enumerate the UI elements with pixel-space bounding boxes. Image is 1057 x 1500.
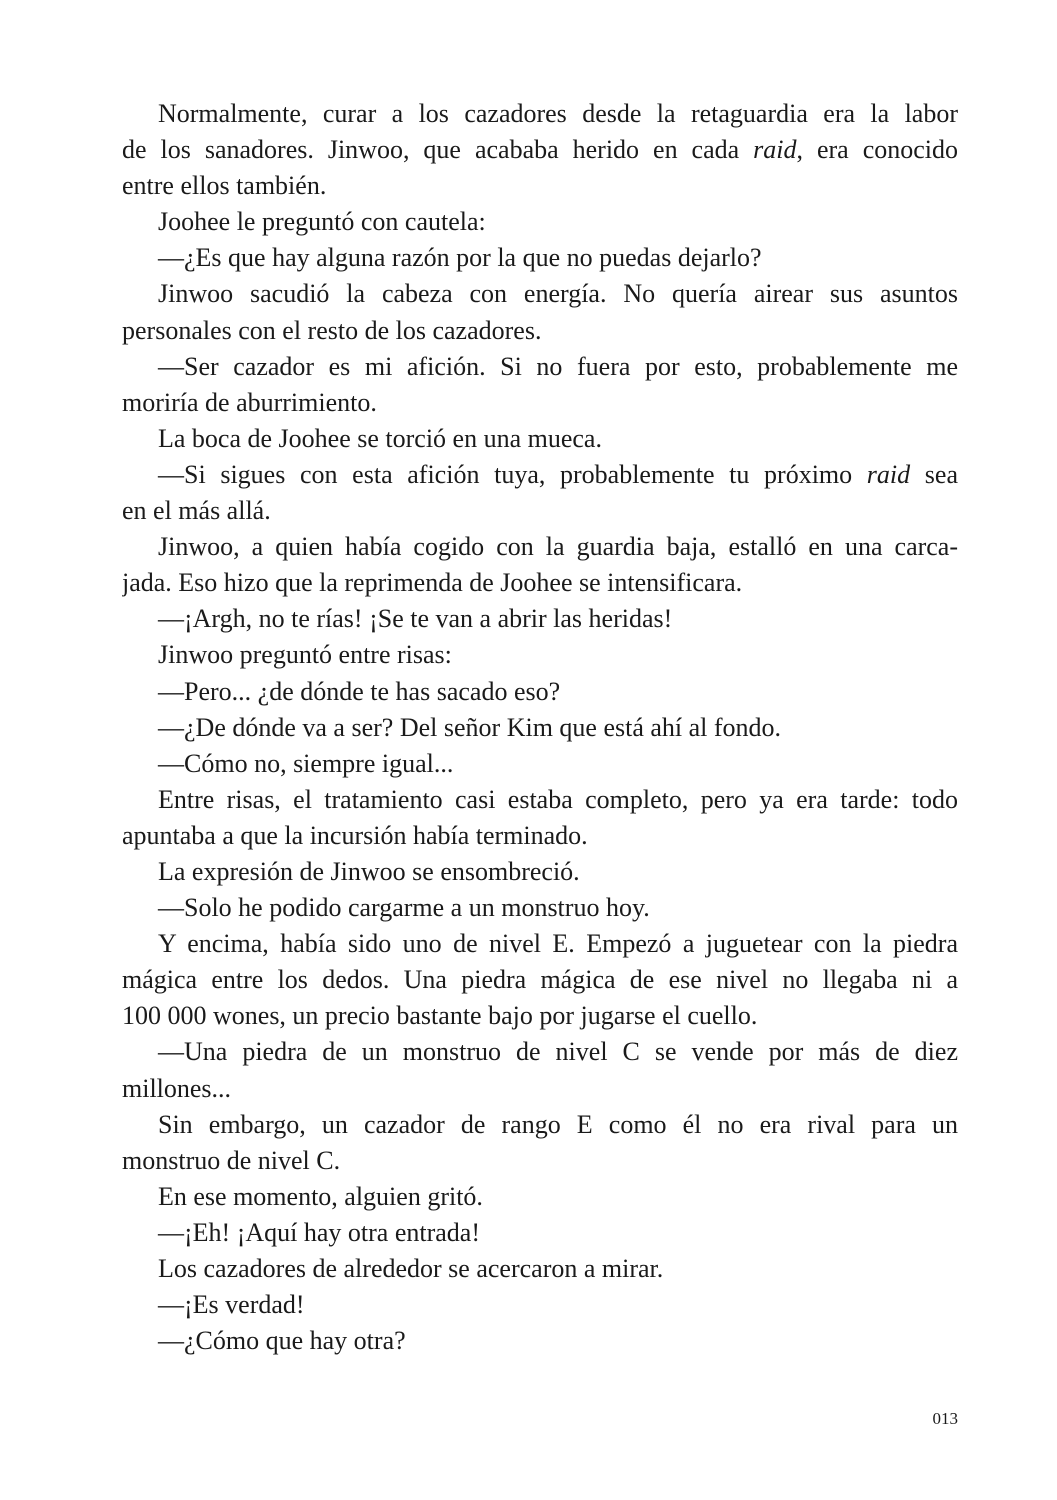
text-line: En ese momento, alguien gritó. — [158, 1181, 483, 1211]
text-line: —¿Es que hay alguna razón por la que no puedas dejarlo? — [158, 243, 762, 273]
text-line: Y encima, había sido uno de nivel E. Empezó a juguetear con la piedra — [158, 929, 958, 959]
text-segment: , era conocido — [796, 135, 958, 165]
italic-term: raid — [753, 135, 797, 165]
body-text — [122, 96, 958, 1359]
text-line: La expresión de Jinwoo se ensombreció. — [158, 856, 580, 886]
text-line: entre ellos también. — [122, 171, 327, 201]
text-line: —Ser cazador es mi afición. Si no fuera por esto, probablemente me — [158, 351, 958, 381]
text-line: Sin embargo, un cazador de rango E como él no era rival para un — [158, 1109, 958, 1139]
text-line: 100 000 wones, un precio bastante bajo por jugarse el cuello. — [122, 1001, 758, 1031]
text-line: apuntaba a que la incursión había terminado. — [122, 820, 588, 850]
text-line: en el más allá. — [122, 496, 271, 526]
text-line: —Una piedra de un monstruo de nivel C se vende por más de diez — [158, 1037, 958, 1067]
text-line: Entre risas, el tratamiento casi estaba completo, pero ya era tarde: todo — [158, 784, 958, 814]
text-line: Jinwoo, a quien había cogido con la guardia baja, estalló en una carca- — [158, 532, 958, 562]
text-line: Jinwoo preguntó entre risas: — [158, 640, 452, 670]
text-segment: sea — [910, 459, 958, 489]
text-line: —¡Eh! ¡Aquí hay otra entrada! — [158, 1217, 480, 1247]
text-line: millones... — [122, 1073, 232, 1103]
page-number: 013 — [932, 1409, 958, 1428]
text-line: —Solo he podido cargarme a un monstruo hoy. — [158, 893, 650, 923]
text-line — [122, 132, 958, 168]
text-line: jada. Eso hizo que la reprimenda de Joohee se intensificara. — [122, 568, 743, 598]
text-line: —¡Argh, no te rías! ¡Se te van a abrir las heridas! — [158, 604, 673, 634]
text-line: personales con el resto de los cazadores. — [122, 315, 542, 345]
text-line: La boca de Joohee se torció en una mueca. — [158, 423, 602, 453]
italic-term: raid — [866, 459, 911, 489]
text-line: —¿De dónde va a ser? Del señor Kim que está ahí al fondo. — [158, 712, 782, 742]
text-line: Joohee le preguntó con cautela: — [158, 207, 486, 237]
text-segment: de los sanadores. Jinwoo, que acababa herido en cada — [122, 135, 754, 165]
text-line: —Pero... ¿de dónde te has sacado eso? — [158, 676, 561, 706]
text-line: —¿Cómo que hay otra? — [158, 1326, 406, 1356]
text-line: Los cazadores de alrededor se acercaron a mirar. — [158, 1254, 664, 1283]
text-line: Normalmente, curar a los cazadores desde la retaguardia era la labor — [158, 99, 958, 128]
text-line — [122, 457, 958, 493]
text-line: —¡Es verdad! — [158, 1290, 305, 1320]
text-line: —Cómo no, siempre igual... — [158, 748, 454, 778]
text-segment: —Si sigues con esta afición tuya, probablemente tu próximo — [158, 459, 867, 489]
text-line: monstruo de nivel C. — [122, 1145, 341, 1175]
text-line: Jinwoo sacudió la cabeza con energía. No quería airear sus asuntos — [158, 279, 958, 309]
text-line: moriría de aburrimiento. — [122, 387, 377, 417]
text-line: mágica entre los dedos. Una piedra mágica de ese nivel no llegaba ni a — [122, 965, 958, 995]
